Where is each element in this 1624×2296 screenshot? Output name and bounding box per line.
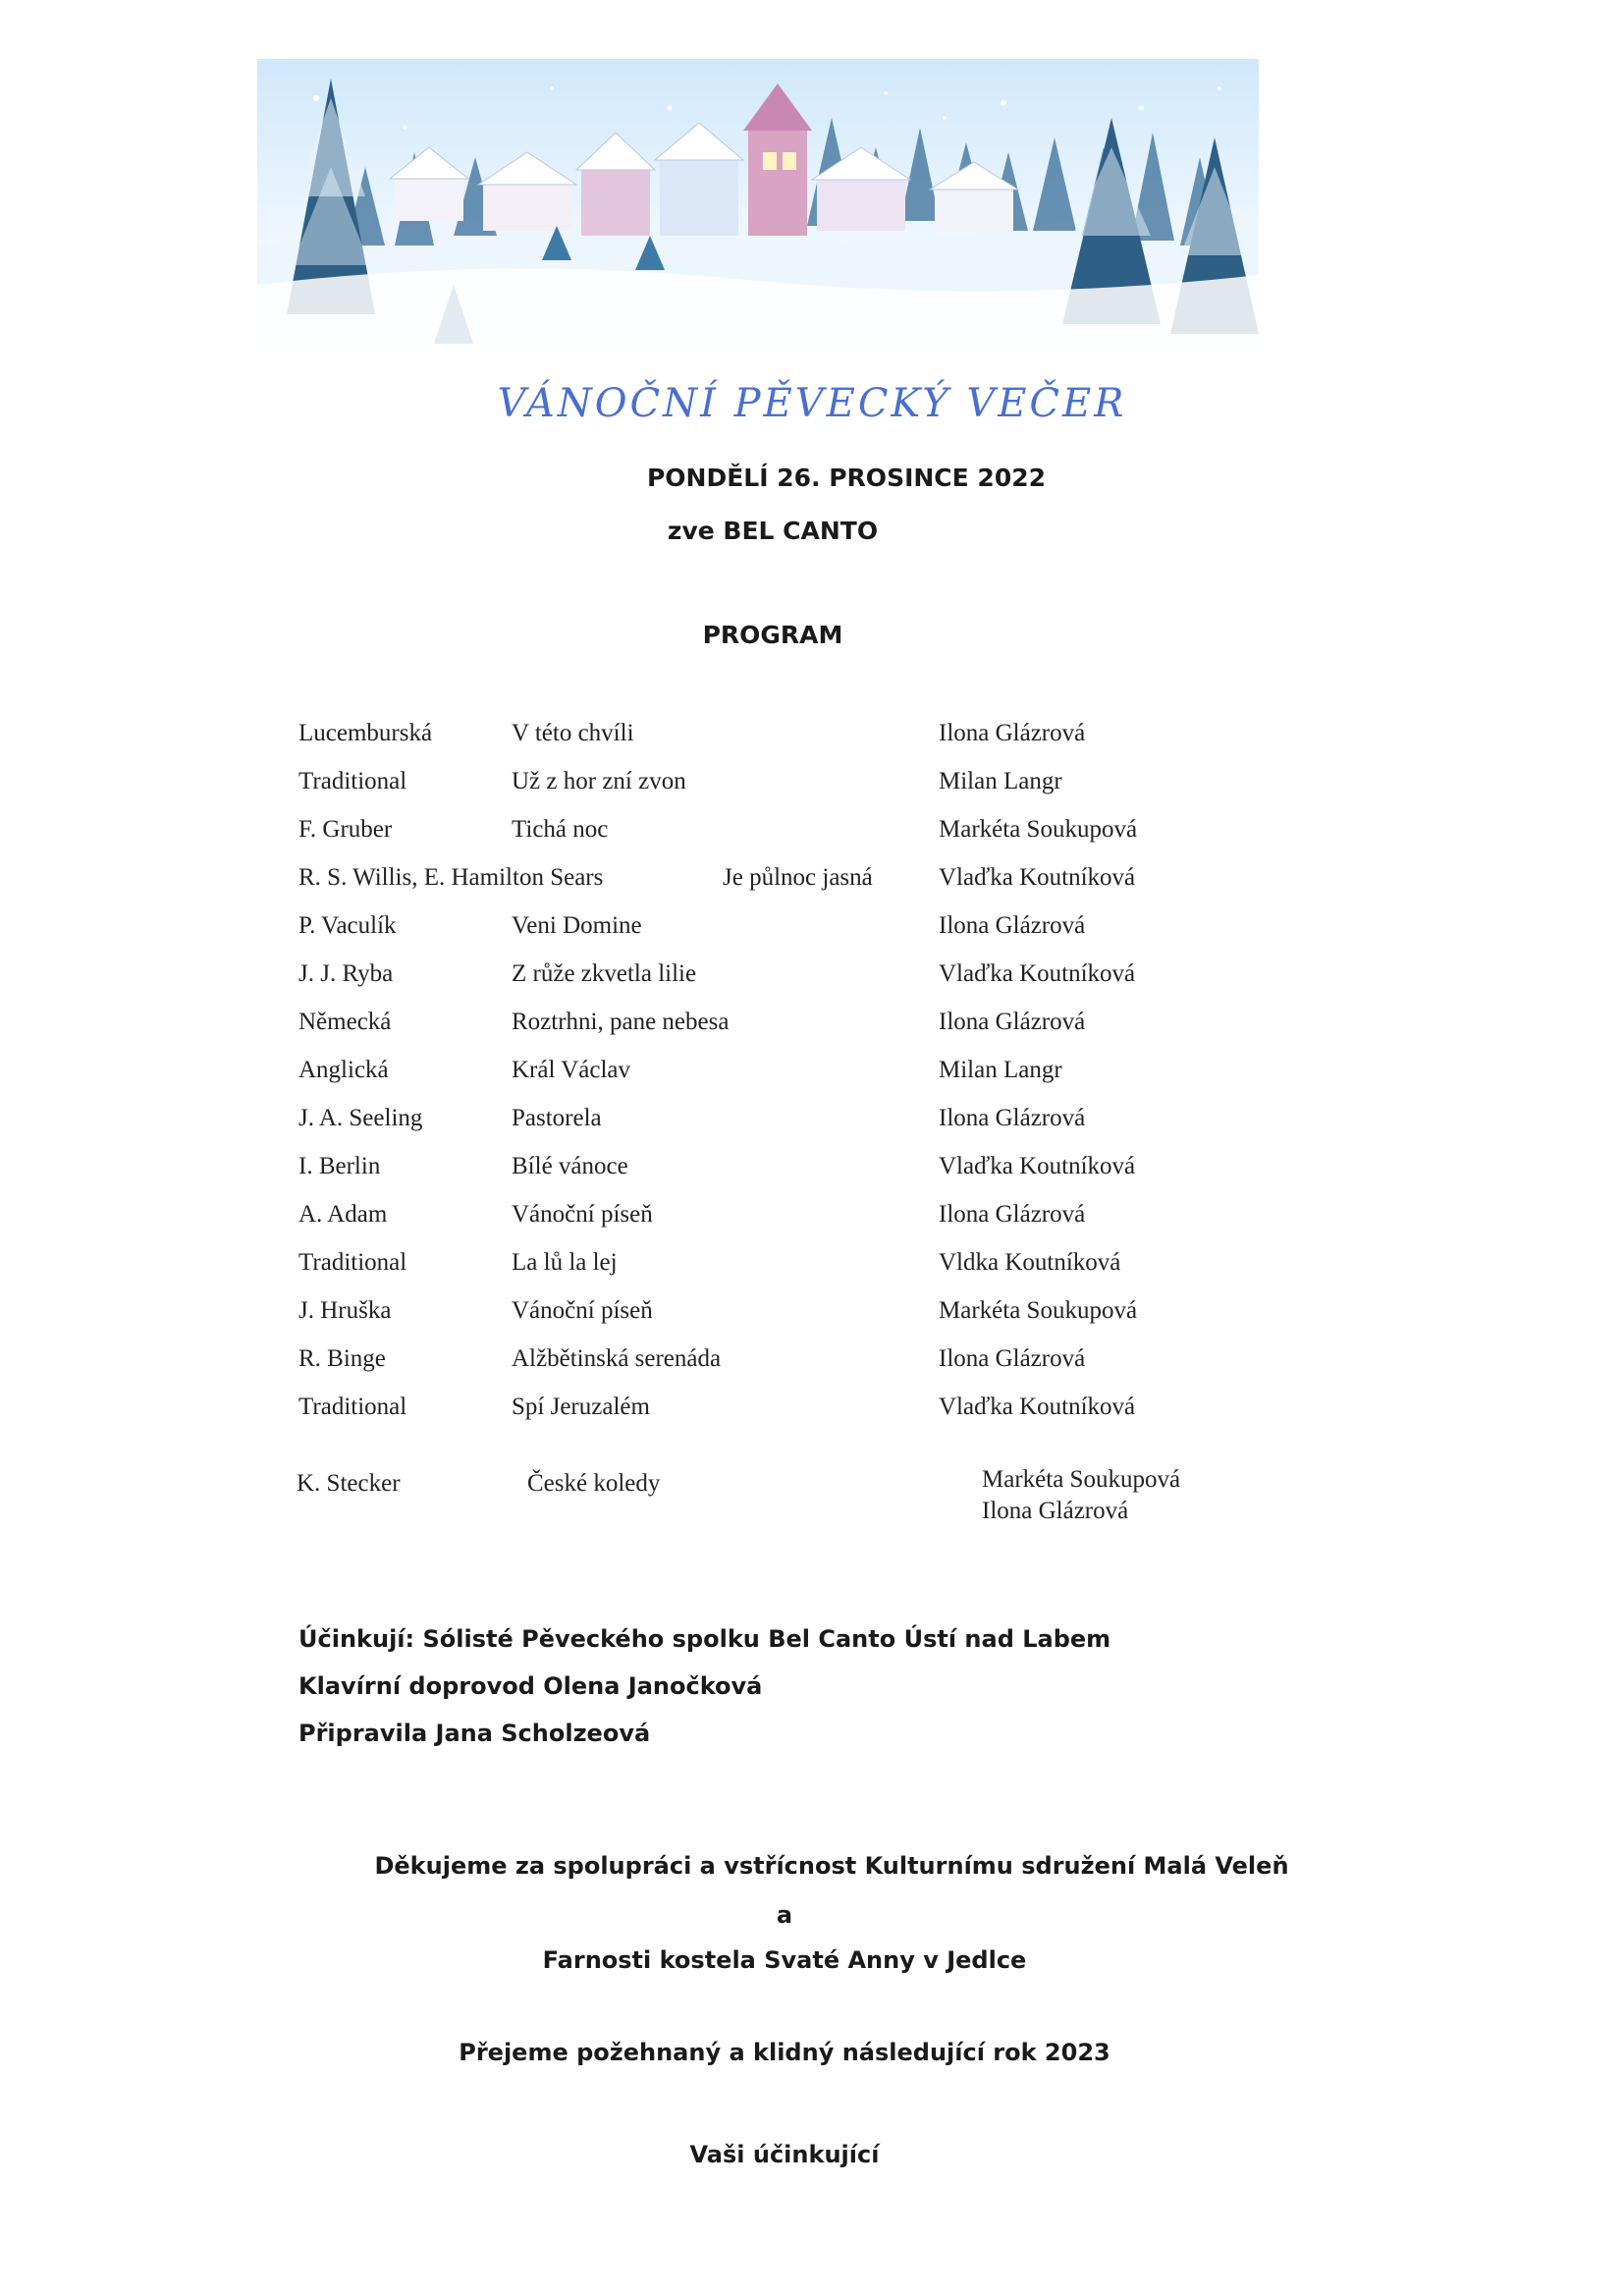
composer: J. J. Ryba xyxy=(298,960,394,987)
performer: Vlaďka Koutníková xyxy=(939,864,1136,891)
program-row xyxy=(0,1105,1624,1144)
performer: Markéta Soukupová xyxy=(939,1297,1138,1324)
program-row xyxy=(0,1153,1624,1192)
winter-village-banner xyxy=(257,59,1259,346)
program-row xyxy=(0,1394,1624,1433)
program-row-final xyxy=(0,1466,1624,1549)
song: Tichá noc xyxy=(512,816,609,843)
credits-piano: Klavírní doprovod Olena Janočková xyxy=(298,1672,763,1700)
song: Z růže zkvetla lilie xyxy=(512,960,697,987)
song: Bílé vánoce xyxy=(512,1153,628,1179)
program-row xyxy=(0,816,1624,855)
song: Král Václav xyxy=(512,1057,631,1083)
composer: K. Stecker xyxy=(297,1470,401,1497)
composer: Lucemburská xyxy=(298,720,433,746)
event-date: PONDĚLÍ 26. PROSINCE 2022 xyxy=(646,464,1047,492)
performer: Markéta Soukupová xyxy=(939,816,1138,843)
composer: A. Adam xyxy=(298,1201,388,1228)
performer: Vlaďka Koutníková xyxy=(939,960,1136,987)
thanks-line-1: Děkujeme za spolupráci a vstřícnost Kulturnímu sdružení Malá Veleň xyxy=(374,1852,1289,1880)
signature: Vaši účinkující xyxy=(689,2141,880,2168)
program-row xyxy=(0,864,1624,903)
song: Vánoční píseň xyxy=(512,1297,653,1324)
program-row xyxy=(0,960,1624,1000)
composer: I. Berlin xyxy=(298,1153,381,1179)
performer: Ilona Glázrová xyxy=(939,1105,1086,1131)
program-row xyxy=(0,720,1624,759)
song: České koledy xyxy=(527,1470,661,1497)
composer: Německá xyxy=(298,1009,392,1035)
program-row xyxy=(0,1345,1624,1385)
program-row xyxy=(0,768,1624,807)
composer: P. Vaculík xyxy=(298,912,397,939)
program-row xyxy=(0,1297,1624,1337)
composer: J. A. Seeling xyxy=(298,1105,423,1131)
performer: Ilona Glázrová xyxy=(939,912,1086,939)
composer: Anglická xyxy=(298,1057,389,1083)
composer: R. S. Willis, E. Hamilton Sears xyxy=(298,864,604,891)
performer: Ilona Glázrová xyxy=(939,1009,1086,1035)
song: Roztrhni, pane nebesa xyxy=(512,1009,730,1035)
thanks-line-2: Farnosti kostela Svaté Anny v Jedlce xyxy=(542,1946,1027,1974)
song: V této chvíli xyxy=(512,720,634,746)
song: Pastorela xyxy=(512,1105,602,1131)
performer: Markéta Soukupová xyxy=(982,1466,1181,1493)
composer: Traditional xyxy=(298,1249,407,1276)
composer: Traditional xyxy=(298,1394,407,1420)
performer: Vldka Koutníková xyxy=(939,1249,1121,1276)
performer: Ilona Glázrová xyxy=(939,720,1086,746)
credits-performers: Účinkují: Sólisté Pěveckého spolku Bel Canto Ústí nad Labem xyxy=(298,1625,1111,1653)
composer: Traditional xyxy=(298,768,407,794)
composer: J. Hruška xyxy=(298,1297,392,1324)
performer: Milan Langr xyxy=(939,768,1062,794)
song: Spí Jeruzalém xyxy=(512,1394,650,1420)
performer: Ilona Glázrová xyxy=(939,1201,1086,1228)
program-row xyxy=(0,1057,1624,1096)
program-heading: PROGRAM xyxy=(702,621,843,649)
song: Už z hor zní zvon xyxy=(512,768,686,794)
page-title: VÁNOČNÍ PĚVECKÝ VEČER xyxy=(497,381,1127,426)
song: Alžbětinská serenáda xyxy=(512,1345,722,1372)
performer: Milan Langr xyxy=(939,1057,1062,1083)
program-row xyxy=(0,1249,1624,1288)
performer: Ilona Glázrová xyxy=(939,1345,1086,1372)
new-year-wish: Přejeme požehnaný a klidný následující rok 2023 xyxy=(459,2039,1110,2066)
performer: Ilona Glázrová xyxy=(982,1498,1129,1524)
song: Je půlnoc jasná xyxy=(723,864,873,891)
thanks-and: a xyxy=(776,1901,793,1929)
credits-prepared: Připravila Jana Scholzeová xyxy=(298,1720,651,1747)
program-row xyxy=(0,1009,1624,1048)
program-row xyxy=(0,1201,1624,1240)
program-row xyxy=(0,912,1624,952)
invite-line: zve BEL CANTO xyxy=(667,517,879,545)
composer: F. Gruber xyxy=(298,816,393,843)
song: Veni Domine xyxy=(512,912,642,939)
composer: R. Binge xyxy=(298,1345,386,1372)
song: Vánoční píseň xyxy=(512,1201,653,1228)
performer: Vlaďka Koutníková xyxy=(939,1153,1136,1179)
song: La lů la lej xyxy=(512,1249,618,1276)
performer: Vlaďka Koutníková xyxy=(939,1394,1136,1420)
